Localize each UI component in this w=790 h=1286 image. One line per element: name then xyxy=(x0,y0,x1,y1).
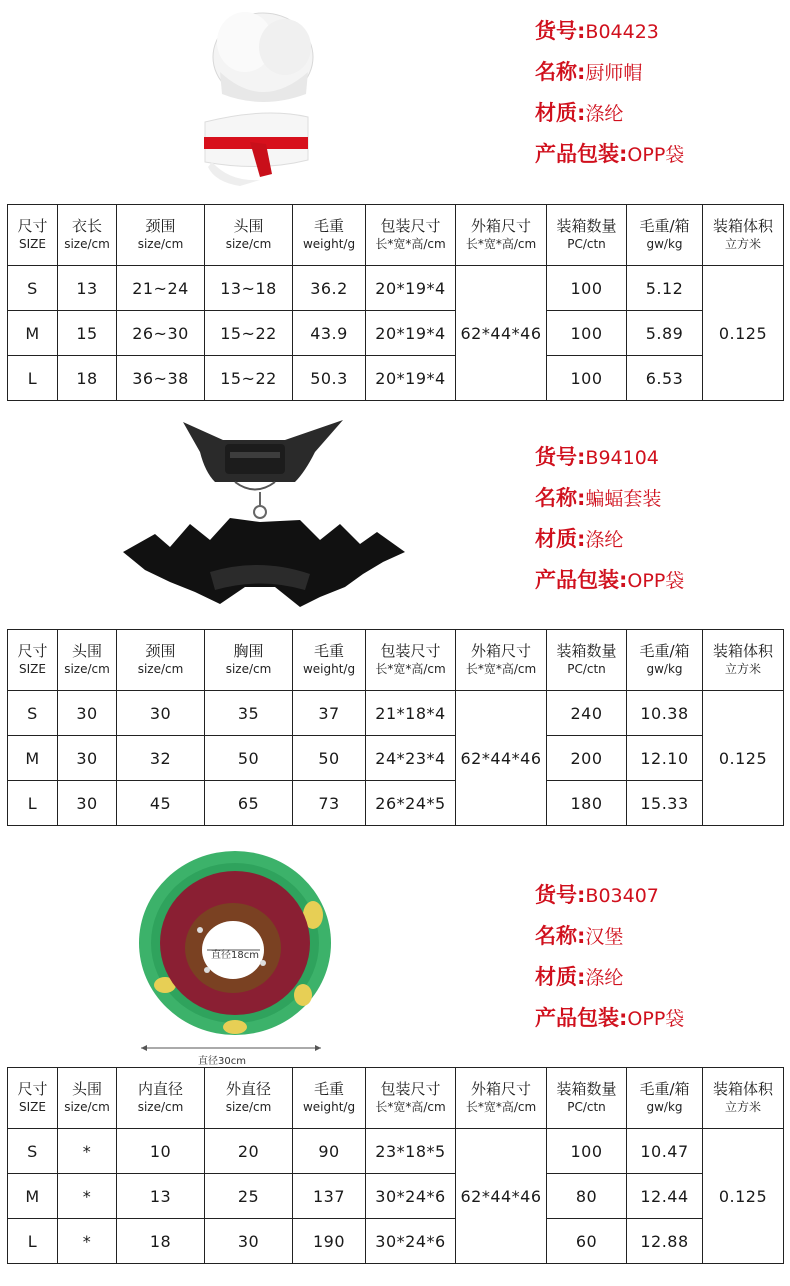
material-value: 涤纶 xyxy=(585,967,624,989)
table-cell: 50.3 xyxy=(293,356,366,401)
header-cell: 内直径 size/cm xyxy=(117,1068,205,1129)
table-cell: 10.47 xyxy=(627,1129,703,1174)
table-cell: 21~24 xyxy=(117,266,205,311)
header-cell: 颈围 size/cm xyxy=(117,630,205,691)
sku-value: B04423 xyxy=(585,21,659,43)
header-cell: 尺寸 SIZE xyxy=(8,205,58,266)
table-row xyxy=(8,311,784,356)
table-row xyxy=(8,736,784,781)
material-label: 材质: xyxy=(535,965,586,989)
header-cell: 毛重 weight/g xyxy=(293,1068,366,1129)
name-label: 名称: xyxy=(535,924,586,948)
table-cell: 23*18*5 xyxy=(366,1129,456,1174)
name-value: 汉堡 xyxy=(585,926,624,948)
volume-cell: 0.125 xyxy=(703,266,784,401)
packaging-value: OPP袋 xyxy=(627,1008,685,1030)
header-cell: 装箱数量 PC/ctn xyxy=(547,1068,627,1129)
table-cell: 30 xyxy=(58,691,117,736)
sku-value: B94104 xyxy=(585,447,659,469)
table-cell: 30 xyxy=(117,691,205,736)
table-cell: 25 xyxy=(205,1174,293,1219)
table-cell: 5.89 xyxy=(627,311,703,356)
table-cell: 35 xyxy=(205,691,293,736)
packaging-value: OPP袋 xyxy=(627,144,685,166)
name-label: 名称: xyxy=(535,60,586,84)
table-cell: 21*18*4 xyxy=(366,691,456,736)
header-cell: 毛重 weight/g xyxy=(293,205,366,266)
inner-diameter-label: 直径18cm xyxy=(211,950,259,961)
table-cell: 5.12 xyxy=(627,266,703,311)
table-cell: 15 xyxy=(58,311,117,356)
table-row xyxy=(8,266,784,311)
table-cell: L xyxy=(8,356,58,401)
carton-size-cell: 62*44*46 xyxy=(456,691,547,826)
packaging-value: OPP袋 xyxy=(627,570,685,592)
table-cell: 18 xyxy=(117,1219,205,1264)
table-cell: S xyxy=(8,1129,58,1174)
table-cell: 90 xyxy=(293,1129,366,1174)
table-cell: 6.53 xyxy=(627,356,703,401)
spec-table xyxy=(7,629,784,826)
table-cell: 32 xyxy=(117,736,205,781)
material-label: 材质: xyxy=(535,527,586,551)
table-cell: 190 xyxy=(293,1219,366,1264)
header-cell: 外箱尺寸 长*宽*高/cm xyxy=(456,205,547,266)
header-cell: 装箱数量 PC/ctn xyxy=(547,205,627,266)
sku-value: B03407 xyxy=(585,885,659,907)
header-cell: 衣长 size/cm xyxy=(58,205,117,266)
name-value: 厨师帽 xyxy=(585,62,643,84)
table-cell: 240 xyxy=(547,691,627,736)
header-cell: 包装尺寸 长*宽*高/cm xyxy=(366,205,456,266)
header-cell: 包装尺寸 长*宽*高/cm xyxy=(366,630,456,691)
table-cell: 30 xyxy=(205,1219,293,1264)
product-info xyxy=(535,875,684,1039)
chef-hat-photo xyxy=(190,2,350,187)
table-row xyxy=(8,691,784,736)
table-cell: 18 xyxy=(58,356,117,401)
table-cell: 15~22 xyxy=(205,356,293,401)
table-cell: L xyxy=(8,781,58,826)
table-cell: L xyxy=(8,1219,58,1264)
table-cell: 30 xyxy=(58,736,117,781)
header-cell: 头围 size/cm xyxy=(205,205,293,266)
table-cell: 10 xyxy=(117,1129,205,1174)
name-label: 名称: xyxy=(535,486,586,510)
carton-size-cell: 62*44*46 xyxy=(456,266,547,401)
table-cell: 30 xyxy=(58,781,117,826)
material-value: 涤纶 xyxy=(585,529,624,551)
table-header-row xyxy=(8,630,784,691)
header-cell: 装箱数量 PC/ctn xyxy=(547,630,627,691)
header-cell: 尺寸 SIZE xyxy=(8,1068,58,1129)
table-cell: * xyxy=(58,1174,117,1219)
table-cell: 50 xyxy=(205,736,293,781)
header-cell: 毛重 weight/g xyxy=(293,630,366,691)
table-cell: 65 xyxy=(205,781,293,826)
table-row xyxy=(8,356,784,401)
table-header-row xyxy=(8,1068,784,1129)
volume-cell: 0.125 xyxy=(703,691,784,826)
header-cell: 毛重/箱 gw/kg xyxy=(627,1068,703,1129)
table-cell: S xyxy=(8,691,58,736)
table-cell: 26*24*5 xyxy=(366,781,456,826)
outer-diameter-label: 直径30cm xyxy=(198,1056,246,1067)
table-cell: 137 xyxy=(293,1174,366,1219)
table-cell: 180 xyxy=(547,781,627,826)
table-cell: 45 xyxy=(117,781,205,826)
header-cell: 颈围 size/cm xyxy=(117,205,205,266)
table-cell: 43.9 xyxy=(293,311,366,356)
header-cell: 胸围 size/cm xyxy=(205,630,293,691)
header-cell: 尺寸 SIZE xyxy=(8,630,58,691)
table-cell: 12.88 xyxy=(627,1219,703,1264)
sku-label: 货号: xyxy=(535,445,586,469)
header-cell: 外箱尺寸 长*宽*高/cm xyxy=(456,1068,547,1129)
sku-label: 货号: xyxy=(535,19,586,43)
header-cell: 装箱体积 立方米 xyxy=(703,630,784,691)
table-cell: 36~38 xyxy=(117,356,205,401)
table-header-row xyxy=(8,205,784,266)
table-cell: 12.44 xyxy=(627,1174,703,1219)
header-cell: 毛重/箱 gw/kg xyxy=(627,630,703,691)
table-cell: 12.10 xyxy=(627,736,703,781)
table-cell: 20*19*4 xyxy=(366,356,456,401)
table-cell: 13 xyxy=(117,1174,205,1219)
spec-table xyxy=(7,204,784,401)
spec-table xyxy=(7,1067,784,1264)
table-cell: 100 xyxy=(547,266,627,311)
product-info xyxy=(535,437,684,601)
table-cell: 24*23*4 xyxy=(366,736,456,781)
table-cell: 30*24*6 xyxy=(366,1174,456,1219)
table-cell: 100 xyxy=(547,356,627,401)
table-cell: M xyxy=(8,311,58,356)
header-cell: 包装尺寸 长*宽*高/cm xyxy=(366,1068,456,1129)
carton-size-cell: 62*44*46 xyxy=(456,1129,547,1264)
table-cell: * xyxy=(58,1129,117,1174)
table-cell: 100 xyxy=(547,311,627,356)
table-cell: 200 xyxy=(547,736,627,781)
material-value: 涤纶 xyxy=(585,103,624,125)
product-info xyxy=(535,11,684,175)
packaging-label: 产品包装: xyxy=(535,1006,628,1030)
table-cell: M xyxy=(8,1174,58,1219)
table-cell: 20*19*4 xyxy=(366,266,456,311)
table-cell: M xyxy=(8,736,58,781)
table-row xyxy=(8,781,784,826)
table-cell: 100 xyxy=(547,1129,627,1174)
table-cell: 15~22 xyxy=(205,311,293,356)
table-row xyxy=(8,1129,784,1174)
header-cell: 装箱体积 立方米 xyxy=(703,1068,784,1129)
packaging-label: 产品包装: xyxy=(535,568,628,592)
volume-cell: 0.125 xyxy=(703,1129,784,1264)
table-cell: 30*24*6 xyxy=(366,1219,456,1264)
table-cell: 80 xyxy=(547,1174,627,1219)
table-cell: 20 xyxy=(205,1129,293,1174)
material-label: 材质: xyxy=(535,101,586,125)
header-cell: 装箱体积 立方米 xyxy=(703,205,784,266)
table-cell: 13 xyxy=(58,266,117,311)
header-cell: 头围 size/cm xyxy=(58,1068,117,1129)
header-cell: 头围 size/cm xyxy=(58,630,117,691)
table-row xyxy=(8,1174,784,1219)
table-cell: 15.33 xyxy=(627,781,703,826)
table-cell: 50 xyxy=(293,736,366,781)
table-cell: 26~30 xyxy=(117,311,205,356)
header-cell: 外直径 size/cm xyxy=(205,1068,293,1129)
table-cell: 60 xyxy=(547,1219,627,1264)
sku-label: 货号: xyxy=(535,883,586,907)
bat-set-photo xyxy=(115,412,415,617)
table-cell: 20*19*4 xyxy=(366,311,456,356)
table-cell: 36.2 xyxy=(293,266,366,311)
table-cell: 73 xyxy=(293,781,366,826)
table-cell: 10.38 xyxy=(627,691,703,736)
header-cell: 外箱尺寸 长*宽*高/cm xyxy=(456,630,547,691)
name-value: 蝙蝠套装 xyxy=(585,488,662,510)
packaging-label: 产品包装: xyxy=(535,142,628,166)
table-cell: * xyxy=(58,1219,117,1264)
table-cell: S xyxy=(8,266,58,311)
table-cell: 37 xyxy=(293,691,366,736)
table-row xyxy=(8,1219,784,1264)
table-cell: 13~18 xyxy=(205,266,293,311)
header-cell: 毛重/箱 gw/kg xyxy=(627,205,703,266)
